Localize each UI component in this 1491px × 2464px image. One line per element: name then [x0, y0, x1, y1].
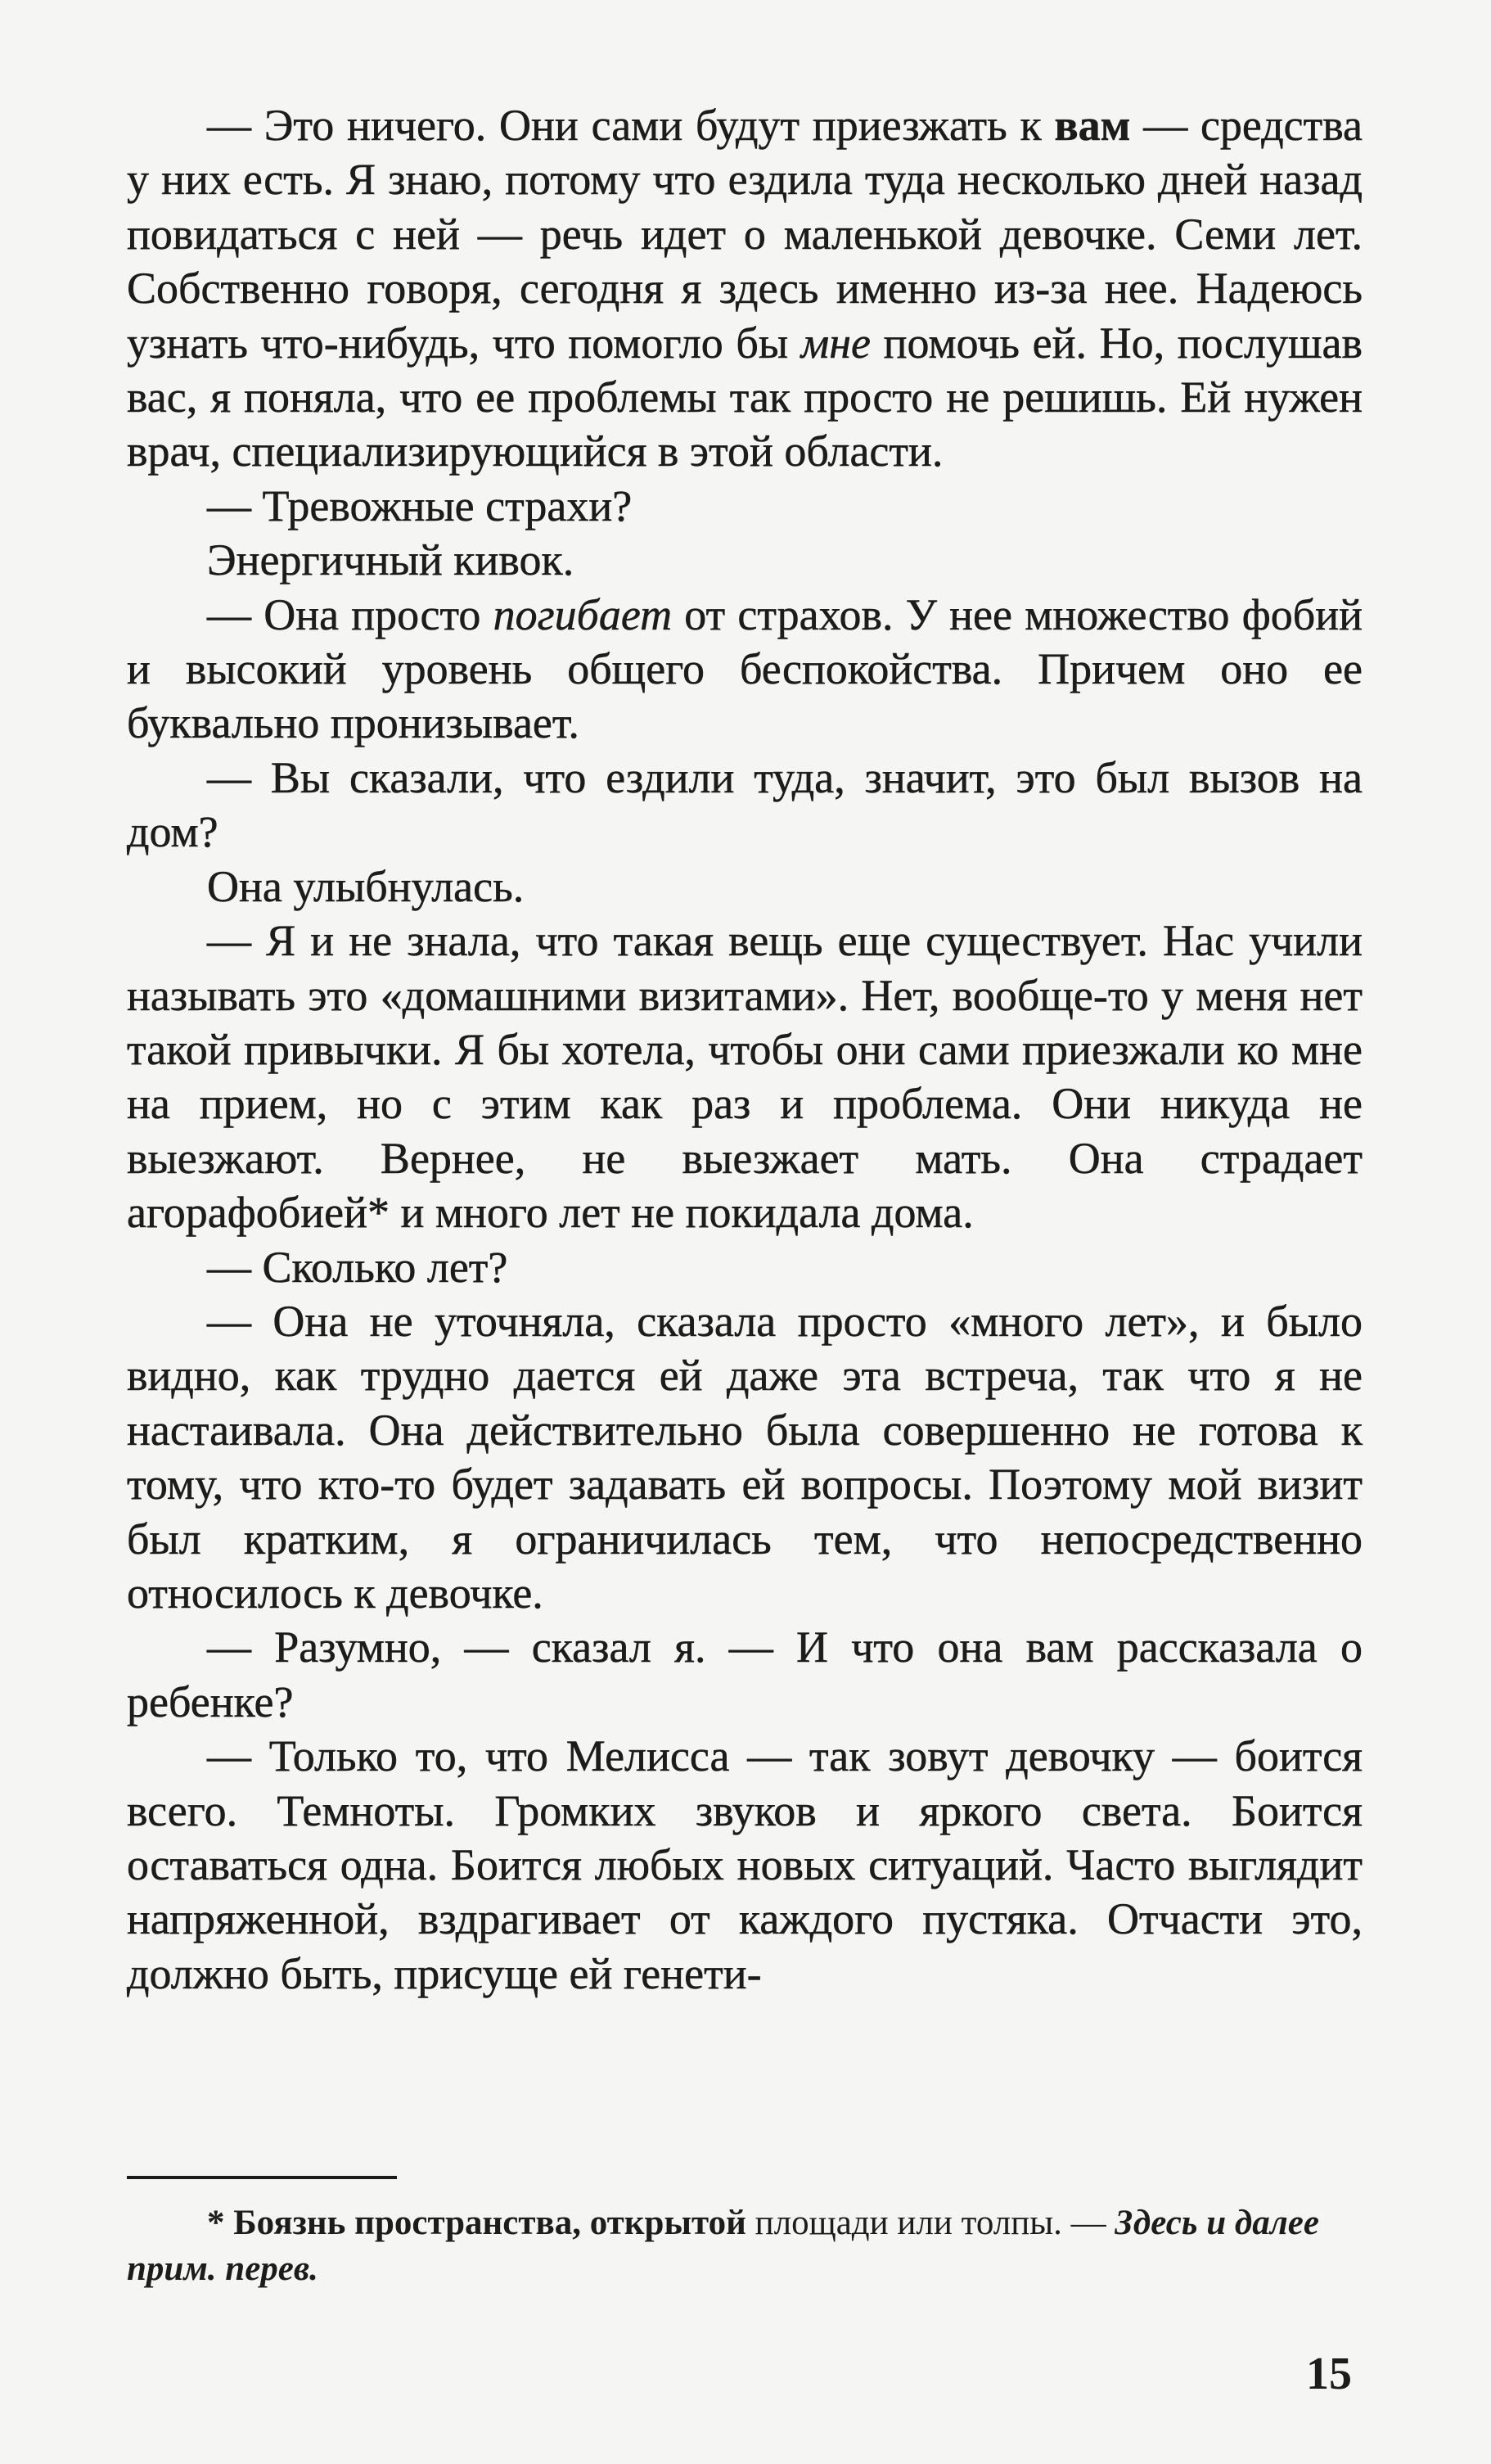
- text-run: — Она не уточняла, сказала просто «много лет», и было видно, как трудно дается ей даже эта встреча, так что я не настаивала. Она действительно была совершенно не готова к тому, что кто-то будет задавать ей вопросы. Поэтому мой визит был кратким, я ограничилась тем, что непосредственно относилось к девочке.: [127, 1296, 1363, 1618]
- text-run: — Разумно, — сказал я. — И что она вам рассказала о ребенке?: [127, 1622, 1363, 1726]
- footnote-divider: [127, 2176, 397, 2179]
- main-text: [127, 98, 1363, 2001]
- text-run: — средства у них есть. Я знаю, потому что ездила туда несколько дней назад повидаться с ней — речь идет о маленькой девочке. Семи лет. Собственно говоря, сегодня я здесь именно из-за нее. Надеюсь узнать что-нибудь, что помогло бы: [127, 101, 1363, 368]
- paragraph: [127, 751, 1363, 860]
- footnote: [127, 2200, 1363, 2292]
- footnote-body: площади или толпы. —: [746, 2204, 1115, 2242]
- page-number: 15: [1306, 2349, 1352, 2399]
- text-run: — Она просто: [207, 589, 493, 639]
- text-run: от страхов. У нее множество фобий и высокий уровень общего беспокойства. Причем оно ее буквально пронизывает.: [127, 589, 1363, 748]
- paragraph: [127, 588, 1363, 751]
- paragraph: [127, 860, 1363, 914]
- footnote-lead: * Боязнь пространства, открытой: [207, 2204, 746, 2242]
- paragraph: [127, 479, 1363, 533]
- text-run: — Я и не знала, что такая вещь еще существует. Нас учили называть это «домашними визитами». Нет, вообще-то у меня нет такой привычки. Я бы хотела, чтобы они сами приезжали ко мне на прием, но с этим как раз и проблема. Они никуда не выезжают. Вернее, не выезжает мать. Она страдает агорафобией* и много лет не покидала дома.: [127, 916, 1363, 1238]
- text-run: — Тревожные страхи?: [207, 481, 633, 530]
- text-run: — Это ничего. Они сами будут приезжать к: [207, 101, 1055, 150]
- text-run: — Только то, что Мелисса — так зовут девочку — боится всего. Темноты. Громких звуков и яркого света. Боится оставаться одна. Боится любых новых ситуаций. Часто выглядит напряженной, вздрагивает от каждого пустяка. Отчасти это, должно быть, присуще ей генети-: [127, 1731, 1363, 1998]
- paragraph: [127, 1240, 1363, 1294]
- bold-word: вам: [1054, 101, 1131, 150]
- footnote-attribution: Здесь и далее прим. перев.: [127, 2204, 1319, 2288]
- text-run: помочь ей. Но, послушав вас, я поняла, что ее проблемы так просто не решишь. Ей нужен врач, специализирующийся в этой области.: [127, 318, 1363, 476]
- emphasized-word: мне: [800, 318, 871, 368]
- paragraph: [127, 1294, 1363, 1620]
- paragraph: [127, 914, 1363, 1239]
- emphasized-word: погибает: [493, 589, 673, 639]
- paragraph: [127, 98, 1363, 479]
- paragraph: [127, 1729, 1363, 2001]
- text-run: Энергичный кивок.: [207, 535, 574, 585]
- text-run: Она улыбнулась.: [207, 861, 525, 911]
- text-run: — Вы сказали, что ездили туда, значит, это был вызов на дом?: [127, 752, 1363, 857]
- paragraph: [127, 1620, 1363, 1729]
- text-run: — Сколько лет?: [207, 1242, 508, 1292]
- paragraph: [127, 533, 1363, 587]
